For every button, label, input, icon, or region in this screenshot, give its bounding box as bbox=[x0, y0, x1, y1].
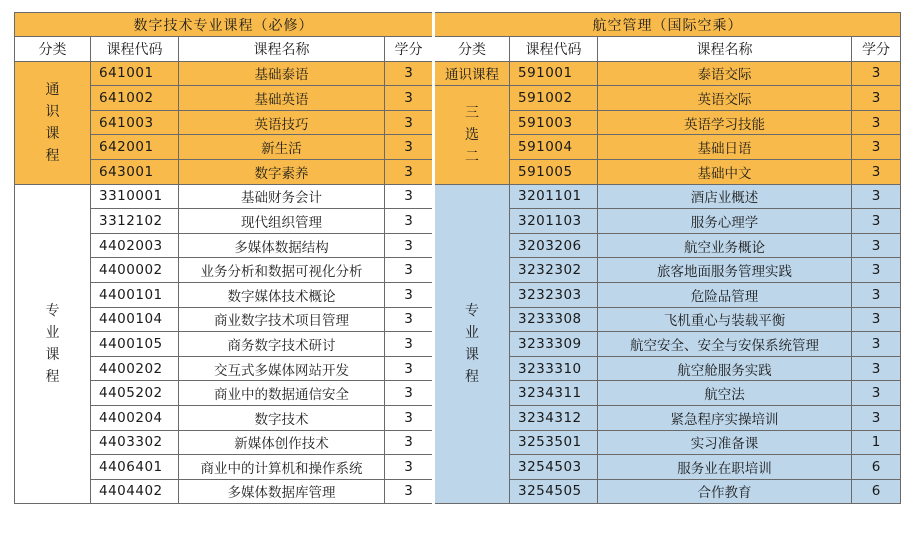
left-course-credit: 3 bbox=[385, 135, 434, 160]
right-course-code: 3234312 bbox=[510, 405, 598, 430]
left-course-code: 4400105 bbox=[91, 332, 179, 357]
right-course-name: 危险品管理 bbox=[598, 282, 852, 307]
right-category-label-char: 业 bbox=[465, 324, 479, 341]
left-course-name: 多媒体数据结构 bbox=[179, 233, 385, 258]
right-course-code: 591001 bbox=[510, 61, 598, 86]
right-course-credit: 3 bbox=[852, 110, 901, 135]
left-category-label-char: 程 bbox=[45, 147, 60, 164]
left-header-credit: 学分 bbox=[385, 37, 434, 62]
right-course-credit: 3 bbox=[852, 159, 901, 184]
right-section-title: 航空管理（国际空乘） bbox=[434, 13, 901, 37]
left-course-name: 数字技术 bbox=[179, 405, 385, 430]
right-course-credit: 3 bbox=[852, 209, 901, 234]
left-course-credit: 3 bbox=[385, 356, 434, 381]
section-title-row bbox=[15, 13, 901, 37]
left-course-name: 新媒体创作技术 bbox=[179, 430, 385, 455]
right-course-credit: 3 bbox=[852, 61, 901, 86]
right-header-category: 分类 bbox=[434, 37, 510, 62]
left-course-code: 4406401 bbox=[91, 455, 179, 480]
right-category-label bbox=[435, 300, 509, 388]
right-course-credit: 3 bbox=[852, 184, 901, 209]
left-course-name: 基础财务会计 bbox=[179, 184, 385, 209]
left-category-label-char: 课 bbox=[45, 346, 60, 363]
right-course-code: 3234311 bbox=[510, 381, 598, 406]
left-course-code: 3312102 bbox=[91, 209, 179, 234]
right-course-code: 3253501 bbox=[510, 430, 598, 455]
right-course-credit: 3 bbox=[852, 405, 901, 430]
left-category-label-char: 通 bbox=[45, 81, 60, 98]
left-course-credit: 3 bbox=[385, 86, 434, 111]
left-course-credit: 3 bbox=[385, 381, 434, 406]
table-row bbox=[15, 61, 901, 86]
left-category-label bbox=[15, 300, 90, 388]
right-course-credit: 3 bbox=[852, 86, 901, 111]
left-category-label-char: 课 bbox=[45, 125, 60, 142]
right-course-code: 3201101 bbox=[510, 184, 598, 209]
left-course-name: 多媒体数据库管理 bbox=[179, 479, 385, 504]
right-course-code: 3233310 bbox=[510, 356, 598, 381]
left-course-credit: 3 bbox=[385, 282, 434, 307]
left-course-credit: 3 bbox=[385, 61, 434, 86]
right-category-general-bottom bbox=[434, 86, 510, 184]
right-category-label-char: 专 bbox=[465, 302, 479, 319]
left-course-credit: 3 bbox=[385, 184, 434, 209]
right-course-name: 旅客地面服务管理实践 bbox=[598, 258, 852, 283]
right-course-name: 实习准备课 bbox=[598, 430, 852, 455]
right-course-credit: 1 bbox=[852, 430, 901, 455]
table-row bbox=[15, 86, 901, 111]
right-course-name: 航空安全、安全与安保系统管理 bbox=[598, 332, 852, 357]
left-course-code: 643001 bbox=[91, 159, 179, 184]
left-category-label-char: 专 bbox=[45, 302, 60, 319]
right-choose-label bbox=[435, 102, 509, 168]
left-course-code: 4400101 bbox=[91, 282, 179, 307]
right-course-code: 591003 bbox=[510, 110, 598, 135]
right-course-name: 航空法 bbox=[598, 381, 852, 406]
right-header-name: 课程名称 bbox=[598, 37, 852, 62]
left-course-name: 数字素养 bbox=[179, 159, 385, 184]
curriculum-table-wrapper bbox=[14, 12, 900, 504]
left-course-code: 641003 bbox=[91, 110, 179, 135]
right-course-credit: 3 bbox=[852, 356, 901, 381]
right-course-credit: 6 bbox=[852, 479, 901, 504]
right-course-code: 591005 bbox=[510, 159, 598, 184]
right-header-code: 课程代码 bbox=[510, 37, 598, 62]
left-course-credit: 3 bbox=[385, 430, 434, 455]
left-course-code: 4402003 bbox=[91, 233, 179, 258]
left-course-code: 642001 bbox=[91, 135, 179, 160]
right-course-credit: 3 bbox=[852, 332, 901, 357]
left-course-name: 商业数字技术项目管理 bbox=[179, 307, 385, 332]
left-course-credit: 3 bbox=[385, 405, 434, 430]
left-course-name: 商业中的数据通信安全 bbox=[179, 381, 385, 406]
left-category-label-char: 业 bbox=[45, 324, 60, 341]
right-course-code: 3232302 bbox=[510, 258, 598, 283]
left-course-name: 业务分析和数据可视化分析 bbox=[179, 258, 385, 283]
left-course-name: 英语技巧 bbox=[179, 110, 385, 135]
right-category-general-top: 通识课程 bbox=[434, 61, 510, 86]
right-course-credit: 3 bbox=[852, 135, 901, 160]
right-course-name: 航空舱服务实践 bbox=[598, 356, 852, 381]
left-course-name: 交互式多媒体网站开发 bbox=[179, 356, 385, 381]
right-course-credit: 3 bbox=[852, 282, 901, 307]
left-course-credit: 3 bbox=[385, 455, 434, 480]
left-category-label-char: 程 bbox=[45, 368, 60, 385]
right-course-credit: 3 bbox=[852, 381, 901, 406]
left-course-code: 641001 bbox=[91, 61, 179, 86]
left-course-code: 4403302 bbox=[91, 430, 179, 455]
right-course-code: 3233308 bbox=[510, 307, 598, 332]
right-course-code: 3203206 bbox=[510, 233, 598, 258]
left-course-name: 数字媒体技术概论 bbox=[179, 282, 385, 307]
left-header-name: 课程名称 bbox=[179, 37, 385, 62]
right-header-credit: 学分 bbox=[852, 37, 901, 62]
right-category-major bbox=[434, 184, 510, 504]
left-course-credit: 3 bbox=[385, 332, 434, 357]
right-course-code: 3254503 bbox=[510, 455, 598, 480]
right-choose-label-char: 选 bbox=[465, 126, 479, 143]
right-choose-label-char: 三 bbox=[465, 104, 479, 121]
right-course-name: 英语学习技能 bbox=[598, 110, 852, 135]
column-header-row bbox=[15, 37, 901, 62]
right-course-code: 3201103 bbox=[510, 209, 598, 234]
right-course-name: 基础中文 bbox=[598, 159, 852, 184]
left-category-label-char: 识 bbox=[45, 103, 60, 120]
left-section-title: 数字技术专业课程（必修） bbox=[15, 13, 434, 37]
left-course-name: 商务数字技术研讨 bbox=[179, 332, 385, 357]
left-course-code: 4400002 bbox=[91, 258, 179, 283]
left-course-credit: 3 bbox=[385, 159, 434, 184]
left-course-code: 4400202 bbox=[91, 356, 179, 381]
left-category-general bbox=[15, 61, 91, 184]
right-course-name: 服务心理学 bbox=[598, 209, 852, 234]
right-course-name: 服务业在职培训 bbox=[598, 455, 852, 480]
left-course-credit: 3 bbox=[385, 258, 434, 283]
right-course-code: 3254505 bbox=[510, 479, 598, 504]
left-course-name: 商业中的计算机和操作系统 bbox=[179, 455, 385, 480]
table-row bbox=[15, 184, 901, 209]
left-course-credit: 3 bbox=[385, 110, 434, 135]
left-course-name: 现代组织管理 bbox=[179, 209, 385, 234]
left-course-name: 新生活 bbox=[179, 135, 385, 160]
left-course-name: 基础英语 bbox=[179, 86, 385, 111]
right-course-name: 基础日语 bbox=[598, 135, 852, 160]
left-header-code: 课程代码 bbox=[91, 37, 179, 62]
right-course-credit: 6 bbox=[852, 455, 901, 480]
left-header-category: 分类 bbox=[15, 37, 91, 62]
right-choose-label-char: 二 bbox=[465, 148, 479, 165]
left-course-credit: 3 bbox=[385, 479, 434, 504]
right-course-name: 泰语交际 bbox=[598, 61, 852, 86]
right-course-name: 飞机重心与装载平衡 bbox=[598, 307, 852, 332]
left-course-code: 4400204 bbox=[91, 405, 179, 430]
left-course-credit: 3 bbox=[385, 209, 434, 234]
right-category-label-char: 课 bbox=[465, 346, 479, 363]
left-course-credit: 3 bbox=[385, 307, 434, 332]
left-course-code: 4400104 bbox=[91, 307, 179, 332]
right-course-code: 591002 bbox=[510, 86, 598, 111]
right-course-name: 紧急程序实操培训 bbox=[598, 405, 852, 430]
left-course-code: 3310001 bbox=[91, 184, 179, 209]
right-category-label-char: 程 bbox=[465, 368, 479, 385]
left-course-credit: 3 bbox=[385, 233, 434, 258]
right-course-credit: 3 bbox=[852, 233, 901, 258]
right-course-code: 3233309 bbox=[510, 332, 598, 357]
left-course-code: 4405202 bbox=[91, 381, 179, 406]
left-course-code: 4404402 bbox=[91, 479, 179, 504]
right-course-name: 英语交际 bbox=[598, 86, 852, 111]
right-course-name: 酒店业概述 bbox=[598, 184, 852, 209]
right-course-code: 3232303 bbox=[510, 282, 598, 307]
curriculum-table bbox=[14, 12, 901, 504]
right-course-credit: 3 bbox=[852, 258, 901, 283]
left-category-major bbox=[15, 184, 91, 504]
left-course-code: 641002 bbox=[91, 86, 179, 111]
right-course-name: 合作教育 bbox=[598, 479, 852, 504]
left-course-name: 基础泰语 bbox=[179, 61, 385, 86]
right-course-credit: 3 bbox=[852, 307, 901, 332]
right-course-code: 591004 bbox=[510, 135, 598, 160]
left-category-label bbox=[15, 79, 90, 167]
right-course-name: 航空业务概论 bbox=[598, 233, 852, 258]
